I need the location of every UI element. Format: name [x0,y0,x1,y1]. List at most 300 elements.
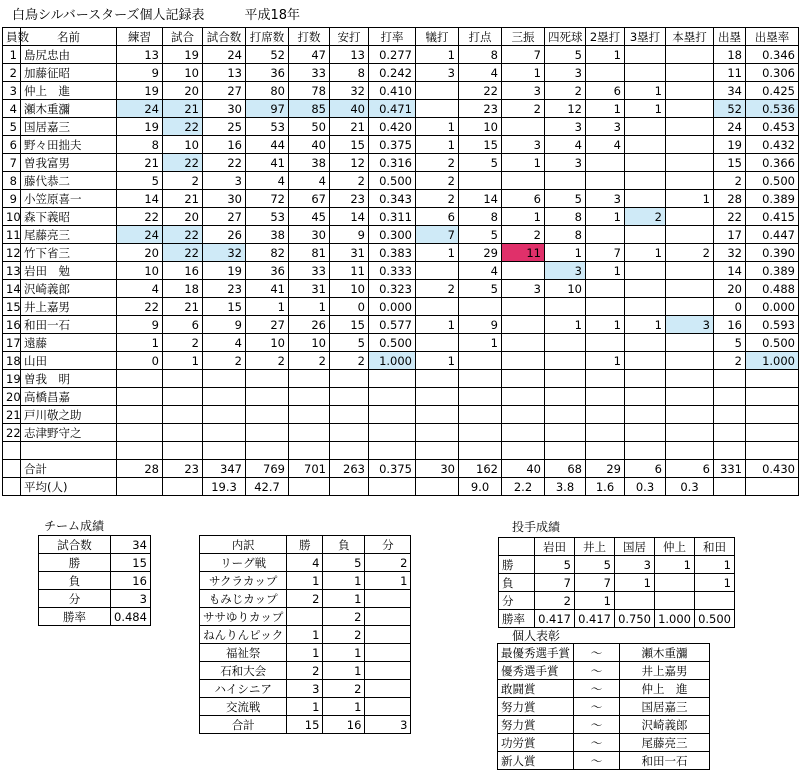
player-cell: 5 [3,118,21,136]
team-row [39,608,151,626]
player-cell [746,442,799,460]
total-cell: 30 [416,460,459,478]
player-cell: 2 [416,280,459,298]
player-cell: 22 [163,118,203,136]
player-cell: 19 [117,118,163,136]
breakdown-cell: 2 [287,590,323,608]
breakdown-cell: 1 [287,626,323,644]
player-cell: 9 [330,226,369,244]
player-cell: 11 [502,244,545,262]
player-cell: 52 [714,100,746,118]
player-cell: 22 [203,154,246,172]
player-cell: 26 [203,226,246,244]
pitching-cell: 1 [575,592,615,610]
player-cell: 22 [163,154,203,172]
award-row [498,662,710,680]
player-cell: 5 [117,172,163,190]
pitching-header-cell: 国居 [615,538,655,556]
player-cell [289,388,330,406]
player-cell: 22 [117,208,163,226]
player-cell: 17 [714,226,746,244]
player-cell: 0.389 [746,190,799,208]
player-cell [502,442,545,460]
breakdown-cell: 1 [323,662,365,680]
player-cell: 5 [330,334,369,352]
award-name: 新人賞 [498,752,574,770]
team-caption: チーム成績 [44,519,105,533]
player-cell: 21 [330,118,369,136]
player-row [3,388,799,406]
player-cell [203,424,246,442]
player-cell: 井上嘉男 [21,298,117,316]
player-cell [586,280,625,298]
player-cell [163,388,203,406]
player-cell: 13 [203,64,246,82]
player-cell [666,46,714,64]
award-row [498,698,710,716]
header-cell: 打数 [289,28,330,46]
total-cell: 40 [502,460,545,478]
player-cell [289,424,330,442]
player-cell: 1 [545,244,586,262]
player-cell: 和田一石 [21,316,117,334]
team-value: 15 [111,554,151,572]
player-cell: 3 [666,316,714,334]
player-cell: 6 [163,316,203,334]
pitching-row [499,592,735,610]
award-recipient: 和田一石 [620,752,710,770]
award-recipient: 沢崎義郎 [620,716,710,734]
pitching-cell: 1 [655,556,695,574]
player-cell: 5 [459,280,502,298]
player-cell: 1 [416,46,459,64]
player-cell: 8 [117,136,163,154]
player-cell: 0.432 [746,136,799,154]
average-cell: 3.8 [545,478,586,496]
award-recipient: 仲上 進 [620,680,710,698]
title-text: 白鳥シルバースターズ個人記録表 [12,8,205,23]
player-cell: 1 [586,100,625,118]
player-cell: 16 [714,316,746,334]
header-cell: 試合 [163,28,203,46]
player-cell [666,136,714,154]
total-cell: 23 [163,460,203,478]
player-cell [117,406,163,424]
player-cell: 85 [289,100,330,118]
player-cell [666,442,714,460]
player-cell [666,64,714,82]
team-value: 0.484 [111,608,151,626]
player-cell: 0.000 [369,298,416,316]
player-cell: 0 [117,352,163,370]
player-cell [586,226,625,244]
player-cell: 10 [246,334,289,352]
player-cell: 14 [459,190,502,208]
player-cell [330,388,369,406]
player-cell: 1.000 [746,352,799,370]
player-cell: 4 [117,280,163,298]
player-cell [459,172,502,190]
pitching-table [498,537,735,628]
player-cell [625,388,666,406]
player-cell: 国居嘉三 [21,118,117,136]
player-cell: 11 [3,226,21,244]
player-row [3,190,799,208]
breakdown-row [200,716,411,734]
total-cell: 769 [246,460,289,478]
award-name: 功労賞 [498,734,574,752]
header-cell: 本塁打 [666,28,714,46]
player-cell [625,226,666,244]
player-cell [459,352,502,370]
player-cell: 3 [545,262,586,280]
breakdown-row [200,608,411,626]
player-cell [625,280,666,298]
player-cell: 22 [163,244,203,262]
player-cell [416,442,459,460]
average-cell [163,478,203,496]
player-cell: 0 [714,298,746,316]
player-row [3,208,799,226]
player-cell: 2 [714,352,746,370]
player-cell: 32 [714,244,746,262]
player-cell: 7 [3,154,21,172]
player-cell: 0.277 [369,46,416,64]
player-cell: 9 [203,316,246,334]
player-cell: 18 [3,352,21,370]
player-cell: 19 [117,82,163,100]
pitching-cell: 5 [535,556,575,574]
player-cell: 9 [3,190,21,208]
total-cell: 6 [625,460,666,478]
player-cell [625,136,666,154]
award-sep: ～ [574,662,620,680]
player-cell: 23 [203,280,246,298]
player-cell: 53 [246,208,289,226]
player-cell: 瀬木重瀰 [21,100,117,118]
player-cell [330,424,369,442]
average-cell: 1.6 [586,478,625,496]
player-cell: 0.300 [369,226,416,244]
player-cell: 53 [246,118,289,136]
player-cell: 52 [246,46,289,64]
breakdown-cell: 2 [323,608,365,626]
player-cell: 7 [586,244,625,262]
player-cell: 4 [203,334,246,352]
breakdown-cell: 15 [287,716,323,734]
player-row [3,406,799,424]
player-cell: 0.453 [746,118,799,136]
player-cell: 18 [714,46,746,64]
player-cell [330,370,369,388]
player-row [3,46,799,64]
player-cell: 21 [117,154,163,172]
player-cell: 24 [117,100,163,118]
player-cell: 野々田拙夫 [21,136,117,154]
player-cell [459,388,502,406]
player-cell: 3 [416,64,459,82]
award-name: 敢闘賞 [498,680,574,698]
player-cell [625,64,666,82]
player-cell: 4 [246,172,289,190]
player-cell: 31 [289,280,330,298]
player-cell: 0.536 [746,100,799,118]
player-cell: 2 [714,172,746,190]
player-cell: 28 [714,190,746,208]
player-cell: 1 [502,154,545,172]
player-cell [459,424,502,442]
player-cell [545,424,586,442]
breakdown-cell: 石和大会 [200,662,287,680]
pitching-header [499,538,735,556]
player-cell: 島尻忠由 [21,46,117,64]
player-cell [666,334,714,352]
team-label: 勝 [39,554,111,572]
player-cell [545,406,586,424]
player-cell: 15 [459,136,502,154]
player-cell: 23 [459,100,502,118]
player-cell: 5 [714,334,746,352]
average-cell [746,478,799,496]
player-cell: 3 [586,118,625,136]
player-cell: 1 [625,244,666,262]
pitching-cell: 勝 [499,556,535,574]
player-cell [416,406,459,424]
player-cell: 32 [330,82,369,100]
player-cell: 2 [666,244,714,262]
player-cell: 4 [3,100,21,118]
player-cell [246,424,289,442]
player-cell: 1.000 [369,352,416,370]
breakdown-cell: 2 [287,662,323,680]
player-cell: 2 [330,172,369,190]
player-cell: 14 [3,280,21,298]
player-cell [369,388,416,406]
award-sep: ～ [574,644,620,662]
player-cell [666,82,714,100]
breakdown-cell: 4 [287,554,323,572]
total-cell: 28 [117,460,163,478]
award-sep: ～ [574,734,620,752]
player-cell [625,46,666,64]
player-cell: 0.242 [369,64,416,82]
player-cell [625,298,666,316]
player-cell [545,172,586,190]
average-cell: 9.0 [459,478,502,496]
breakdown-cell: 1 [323,572,365,590]
average-cell: 0.3 [666,478,714,496]
player-cell: 19 [3,370,21,388]
header-cell: 試合数 [203,28,246,46]
player-cell: 12 [330,154,369,172]
player-cell [369,442,416,460]
player-cell [625,154,666,172]
total-cell: 29 [586,460,625,478]
breakdown-cell: 1 [323,590,365,608]
player-cell: 24 [203,46,246,64]
player-cell [625,406,666,424]
pitching-header-cell: 仲上 [655,538,695,556]
player-cell: 4 [459,262,502,280]
header-cell: 打率 [369,28,416,46]
player-cell [545,352,586,370]
breakdown-cell: サクラカップ [200,572,287,590]
player-row [3,280,799,298]
player-cell [502,424,545,442]
player-cell: 33 [289,64,330,82]
total-row [3,460,799,478]
award-name: 優秀選手賞 [498,662,574,680]
breakdown-cell: 1 [365,572,411,590]
player-cell [714,388,746,406]
player-cell [666,388,714,406]
player-cell: 16 [163,262,203,280]
breakdown-cell [365,626,411,644]
header-cell: 安打 [330,28,369,46]
player-cell [746,424,799,442]
player-cell: 0.500 [746,334,799,352]
header-cell: 員数 [3,28,21,46]
pitching-cell: 5 [575,556,615,574]
pitching-cell: 負 [499,574,535,592]
player-cell: 1 [163,352,203,370]
player-cell [545,388,586,406]
pitching-cell: 2 [535,592,575,610]
player-cell: 0 [330,298,369,316]
breakdown-cell: ハイシニア [200,680,287,698]
player-cell [746,406,799,424]
breakdown-table [199,535,411,734]
header-cell: 練習 [117,28,163,46]
team-results-table [38,535,151,626]
player-cell: 1 [586,208,625,226]
player-cell: 21 [163,298,203,316]
award-recipient: 井上嘉男 [620,662,710,680]
player-cell: 0.410 [369,82,416,100]
pitching-cell: 0.750 [615,610,655,628]
player-cell: 30 [203,100,246,118]
team-label: 試合数 [39,536,111,554]
player-cell [203,388,246,406]
breakdown-header-cell: 勝 [287,536,323,554]
player-cell [459,442,502,460]
player-cell [117,388,163,406]
breakdown-cell [365,644,411,662]
player-cell [416,262,459,280]
player-cell: 82 [246,244,289,262]
player-cell: 5 [459,226,502,244]
breakdown-cell: 16 [323,716,365,734]
player-cell [545,298,586,316]
average-cell [369,478,416,496]
player-cell [666,424,714,442]
player-cell: 曽我富男 [21,154,117,172]
player-cell: 0.375 [369,136,416,154]
header-cell: 2塁打 [586,28,625,46]
breakdown-row [200,662,411,680]
pitching-cell: 分 [499,592,535,610]
award-row [498,734,710,752]
player-cell [369,424,416,442]
team-value: 16 [111,572,151,590]
player-cell: 志津野守之 [21,424,117,442]
player-cell [666,298,714,316]
breakdown-row [200,572,411,590]
player-row [3,244,799,262]
player-cell [625,190,666,208]
player-cell: 1 [416,316,459,334]
player-cell: 0.311 [369,208,416,226]
player-cell: 81 [289,244,330,262]
player-cell: 27 [246,316,289,334]
average-cell [330,478,369,496]
player-cell [502,370,545,388]
player-cell: 36 [246,64,289,82]
average-cell [714,478,746,496]
breakdown-header [200,536,411,554]
pitching-row [499,574,735,592]
player-cell: 1 [586,46,625,64]
player-cell: 24 [714,118,746,136]
breakdown-cell: 1 [287,572,323,590]
player-cell: 21 [3,406,21,424]
player-cell [117,424,163,442]
player-cell [246,388,289,406]
breakdown-row [200,680,411,698]
player-cell: 10 [459,118,502,136]
pitching-header-cell: 和田 [695,538,735,556]
player-cell: 27 [203,208,246,226]
header-cell: 打席数 [246,28,289,46]
player-cell: 33 [289,262,330,280]
player-cell [502,172,545,190]
player-cell: 6 [3,136,21,154]
breakdown-cell: 1 [287,644,323,662]
player-cell: 3 [502,136,545,154]
player-cell: 11 [714,64,746,82]
breakdown-row [200,644,411,662]
player-cell [289,406,330,424]
player-cell: 0.389 [746,262,799,280]
player-cell: 6 [416,208,459,226]
player-cell: 0.333 [369,262,416,280]
breakdown-cell: 2 [323,680,365,698]
player-row [3,154,799,172]
player-cell [746,388,799,406]
player-cell: 0.000 [746,298,799,316]
average-cell [416,478,459,496]
player-cell: 6 [586,82,625,100]
player-cell: 97 [246,100,289,118]
player-cell: 1 [3,46,21,64]
player-stats-table [2,27,799,496]
player-cell [203,442,246,460]
player-cell [545,370,586,388]
player-cell: 竹下省三 [21,244,117,262]
player-cell: 7 [416,226,459,244]
player-cell [416,388,459,406]
player-cell: 0.366 [746,154,799,172]
player-cell: 23 [330,190,369,208]
player-cell: 0.346 [746,46,799,64]
pitching-cell: 0.417 [535,610,575,628]
pitching-cell: 勝率 [499,610,535,628]
average-cell [117,478,163,496]
player-cell: 高橋昌嘉 [21,388,117,406]
player-cell [625,352,666,370]
breakdown-cell: 3 [287,680,323,698]
player-cell [416,100,459,118]
